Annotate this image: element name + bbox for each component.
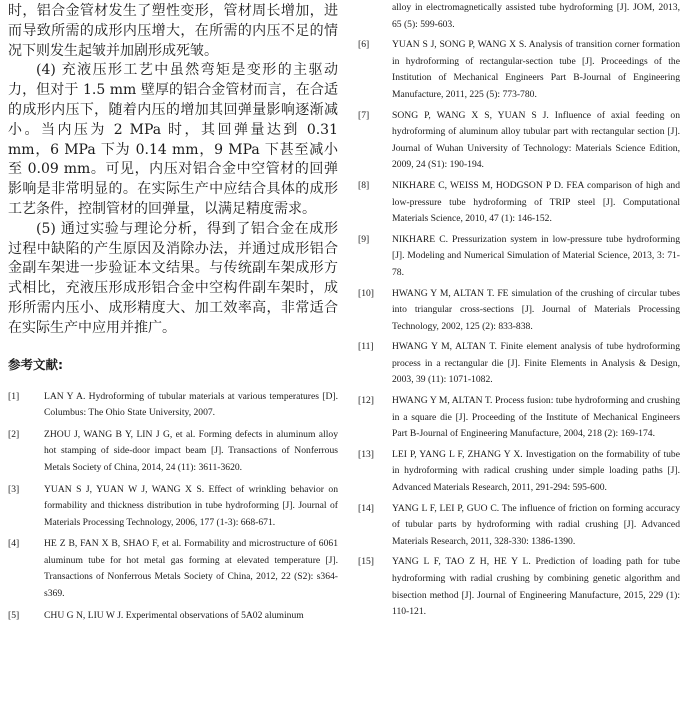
reference-number: [13] xyxy=(358,448,374,460)
reference-number: [12] xyxy=(358,395,374,407)
reference-item xyxy=(8,536,338,602)
reference-number: [3] xyxy=(8,483,20,495)
reference-text: LEI P, YANG L F, ZHANG Y X. Investigation on the formability of tube in hydroforming with radical crushing under simple loading paths [J]. Advanced Materials Research, 2011, 291-294: 595-600. xyxy=(392,448,680,494)
reference-continuation: alloy in electromagnetically assisted tube hydroforming [J]. JOM, 2013, 65 (5): 599-603. xyxy=(392,2,680,30)
reference-number: [10] xyxy=(358,287,374,299)
references-heading: 参考文献: xyxy=(8,356,63,372)
reference-item xyxy=(8,608,338,625)
reference-text: HE Z B, FAN X B, SHAO F, et al. Formability and microstructure of 6061 aluminum tube for hot metal gas forming at elevated temperature [J]. Transactions of Nonferrous Metals Society of China, 2012, 22 (S2): s364-s369. xyxy=(44,538,338,600)
reference-item xyxy=(358,339,680,389)
reference-text: HWANG Y M, ALTAN T. Finite element analysis of tube hydroforming process in a rectangular die [J]. Finite Elements in Analysis & Design, 2003, 39 (11): 1071-1082. xyxy=(392,341,680,386)
reference-item xyxy=(358,393,680,443)
reference-text: YUAN S J, YUAN W J, WANG X S. Effect of wrinkling behavior on formability and thickness distribution in tube hydroforming [J]. Journal of Materials Processing Technology, 2006, 177 (1-3): 668-671. xyxy=(44,483,338,528)
reference-text: ZHOU J, WANG B Y, LIN J G, et al. Forming defects in aluminum alloy hot stamping of side-door impact beam [J]. Transactions of Nonferrous Metals Society of China, 2014, 24 (11): 3611-3620. xyxy=(44,428,338,473)
reference-number: [6] xyxy=(358,39,370,51)
reference-item xyxy=(358,108,680,174)
right-column xyxy=(358,0,680,625)
reference-item xyxy=(358,447,680,497)
body-paragraph-1: 时，铝合金管材发生了塑性变形，管材周长增加，进而导致所需的成形内压增大，在所需的内压不足的情况下则发生起皱并加剧形成死皱。 xyxy=(8,3,338,59)
reference-item xyxy=(358,232,680,282)
reference-item xyxy=(8,389,338,422)
reference-text: YUAN S J, SONG P, WANG X S. Analysis of transition corner formation in hydroforming of rectangular-section tube [J]. Proceedings of the Institution of Mechanical Engineers Part B-Journal of Engineering Manufacture, 2011, 225 (5): 773-780. xyxy=(392,39,680,100)
reference-number: [14] xyxy=(358,502,374,514)
reference-number: [11] xyxy=(358,341,374,353)
reference-item xyxy=(358,37,680,103)
reference-item xyxy=(8,482,338,532)
reference-text: HWANG Y M, ALTAN T. FE simulation of the crushing of circular tubes into triangular cross-sections [J]. Journal of Materials Processing Technology, 2002, 125 (2): 833-838. xyxy=(392,287,680,332)
reference-number: [7] xyxy=(358,109,370,121)
reference-text: HWANG Y M, ALTAN T. Process fusion: tube hydroforming and crushing in a square die [J]. Proceeding of the Institute of Mechanical Engineers Part B-Journal of Engineering Manufacture, 2004, 218 (2): 169-174. xyxy=(392,395,680,440)
reference-text: YANG L F, TAO Z H, HE Y L. Prediction of loading path for tube hydroforming with radial crushing by combining genetic algorithm and bisection method [J]. Journal of Engineering Manufacture, 2015, 229 (1): 110-121. xyxy=(392,556,680,618)
reference-item xyxy=(358,286,680,336)
reference-text: YANG L F, LEI P, GUO C. The influence of friction on forming accuracy of tubular parts by hydroforming with radial crushing [J]. Advanced Materials Research, 2011, 328-330: 1386-1390. xyxy=(392,502,680,547)
reference-text: CHU G N, LIU W J. Experimental observations of 5A02 aluminum xyxy=(44,609,304,621)
reference-item xyxy=(358,501,680,551)
body-paragraph-2: (4) 充液压形工艺中虽然弯矩是变形的主驱动力，但对于 1.5 mm 壁厚的铝合金管材而言，在合适的成形内压下，随着内压的增加其回弹量影响逐渐减小。当内压为 2 MPa 时，其回弹量达到 0.31 mm，6 MPa 下为 0.14 mm，9 MPa 下甚至减小至 0.09 mm。可见，内压对铝合金中空管材的回弹影响是非常明显的。在实际生产中应结合具体的成形工艺条件，控制管材的回弹量，以满足精度需求。 xyxy=(8,62,338,217)
reference-number: [1] xyxy=(8,390,20,402)
reference-number: [15] xyxy=(358,556,374,568)
reference-text: LAN Y A. Hydroforming of tubular materials at various temperatures [D]. Columbus: The Ohio State University, 2007. xyxy=(44,390,338,419)
reference-item xyxy=(358,554,680,620)
reference-number: [8] xyxy=(358,179,370,191)
reference-text: NIKHARE C. Pressurization system in low-pressure tube hydroforming [J]. Modeling and Numerical Simulation of Material Science, 2013, 3: 71-78. xyxy=(392,233,680,278)
reference-text: SONG P, WANG X S, YUAN S J. Influence of axial feeding on hydroforming of aluminum alloy tubular part with rectangular section [J]. Journal of Wuhan University of Technology: Materials Science Edition, 2009, 24 (S1): 190-194. xyxy=(392,109,680,171)
reference-item xyxy=(8,427,338,477)
reference-number: [4] xyxy=(8,538,20,550)
body-paragraph-3: (5) 通过实验与理论分析，得到了铝合金在成形过程中缺陷的产生原因及消除办法，并通过成形铝合金副车架进一步验证本文结果。与传统副车架成形方式相比，充液压形成形铝合金中空构件副车架时，成形所需内压小、成形精度大、加工效率高，非常适合在实际生产中应用并推广。 xyxy=(8,220,338,336)
left-column xyxy=(8,2,338,629)
reference-number: [9] xyxy=(358,233,370,245)
reference-item xyxy=(358,178,680,228)
reference-text: NIKHARE C, WEISS M, HODGSON P D. FEA comparison of high and low-pressure tube hydroforming of TRIP steel [J]. Computational Materials Science, 2010, 47 (1): 146-152. xyxy=(392,179,680,225)
reference-number: [2] xyxy=(8,428,20,440)
reference-number: [5] xyxy=(8,609,20,621)
